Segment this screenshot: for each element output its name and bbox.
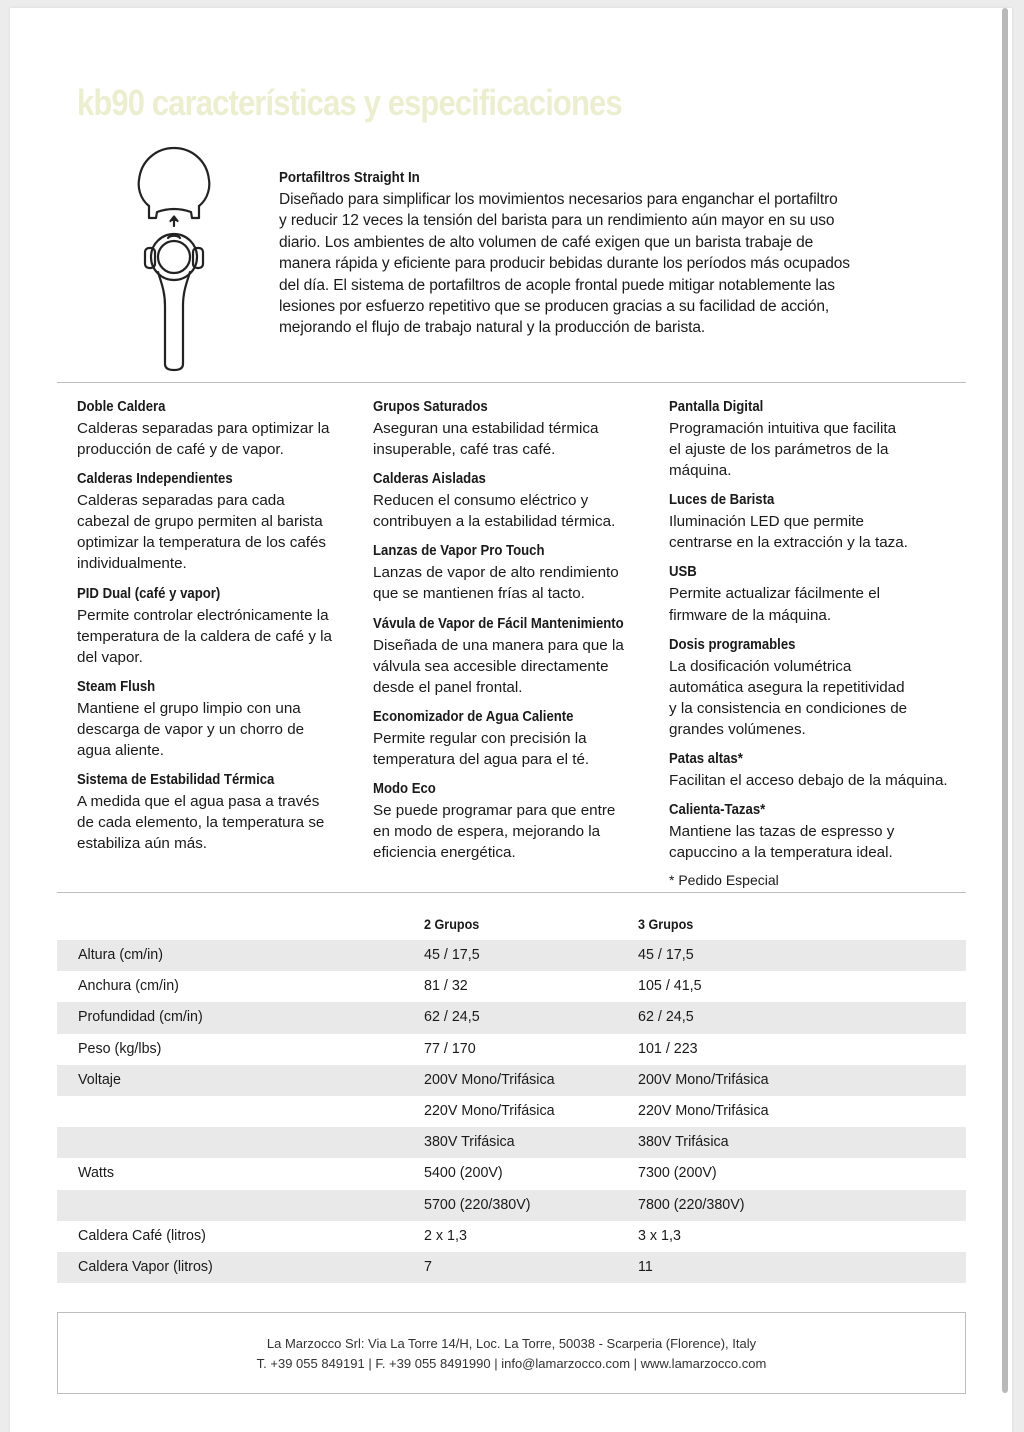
feature-line: de cada elemento, la temperatura se	[77, 814, 325, 832]
feature-line: válvula sea accesible directamente	[373, 657, 609, 675]
row-label: Caldera Vapor (litros)	[78, 1258, 213, 1275]
feature-line: grandes volúmenes.	[669, 720, 806, 738]
feature-description	[669, 821, 954, 863]
feature-description	[669, 418, 954, 481]
row-label: Watts	[78, 1165, 115, 1182]
feature-description	[373, 490, 658, 532]
feature-item	[373, 779, 658, 863]
row-label: Anchura (cm/in)	[78, 978, 179, 995]
feature-line: A medida que el agua pasa a través	[77, 793, 320, 811]
row-label: Altura (cm/in)	[78, 947, 163, 963]
cell-value: 81 / 32	[424, 978, 468, 995]
feature-item	[669, 800, 954, 863]
feature-line: Mantiene las tazas de espresso y	[669, 823, 895, 841]
row-label: Profundidad (cm/in)	[78, 1009, 203, 1026]
feature-line: firmware de la máquina.	[669, 606, 832, 624]
intro-line: manera rápida y eficiente para producir bebidas durante los períodos más ocupados	[279, 255, 850, 273]
feature-description	[77, 490, 362, 574]
cell-value: 11	[638, 1258, 653, 1275]
intro-text	[279, 189, 909, 339]
feature-line: que se mantienen frías al tacto.	[373, 585, 585, 603]
feature-line: Facilitan el acceso debajo de la máquina.	[669, 772, 948, 790]
feature-line: máquina.	[669, 462, 732, 480]
table-row	[57, 1221, 966, 1252]
feature-line: La dosificación volumétrica	[669, 657, 852, 675]
feature-item	[373, 541, 658, 604]
feature-heading: Dosis programables	[669, 636, 796, 653]
feature-heading: Calderas Independientes	[77, 471, 233, 488]
table-row	[57, 1127, 966, 1158]
feature-heading: USB	[669, 564, 697, 581]
feature-description	[669, 511, 954, 553]
feature-item	[669, 490, 954, 553]
table-row	[57, 1065, 966, 1096]
feature-line: desde el panel frontal.	[373, 678, 523, 696]
feature-line: centrarse en la extracción y la taza.	[669, 534, 908, 552]
feature-description	[669, 656, 954, 740]
feature-heading: Calderas Aisladas	[373, 471, 486, 488]
feature-item	[669, 749, 954, 791]
feature-heading: Calienta-Tazas*	[669, 802, 766, 819]
header-3-grupos: 3 Grupos	[638, 916, 694, 932]
special-order-note: * Pedido Especial	[669, 872, 779, 889]
feature-line: descarga de vapor y un chorro de	[77, 720, 305, 738]
feature-description	[373, 562, 658, 604]
table-row	[57, 1034, 966, 1065]
document-page	[10, 8, 1012, 1432]
feature-heading: Sistema de Estabilidad Térmica	[77, 772, 275, 789]
feature-item	[373, 707, 658, 770]
cell-value: 5400 (200V)	[424, 1165, 503, 1182]
feature-heading: PID Dual (café y vapor)	[77, 585, 221, 602]
footer-address: La Marzocco Srl: Via La Torre 14/H, Loc. La Torre, 50038 - Scarperia (Florence), Italy	[266, 1336, 757, 1351]
feature-line: Permite regular con precisión la	[373, 729, 587, 747]
cell-value: 62 / 24,5	[638, 1009, 694, 1026]
feature-line: del vapor.	[77, 648, 143, 666]
header-2-grupos: 2 Grupos	[424, 916, 480, 932]
feature-heading: Economizador de Agua Caliente	[373, 708, 574, 725]
cell-value: 7800 (220/380V)	[638, 1196, 745, 1213]
spec-table-body	[57, 940, 966, 1283]
feature-line: Diseñada de una manera para que la	[373, 636, 624, 654]
feature-heading: Doble Caldera	[77, 399, 166, 415]
intro-line: del día. El sistema de portafiltros de acople frontal puede mitigar notablemente las	[279, 276, 835, 294]
feature-description	[77, 698, 362, 761]
intro-line: diario. Los ambientes de alto volumen de café exigen que un barista trabaje de	[279, 233, 814, 251]
feature-heading: Modo Eco	[373, 781, 436, 798]
scrollbar[interactable]	[1002, 8, 1008, 1393]
feature-line: optimizar la temperatura de los cafés	[77, 534, 327, 552]
cell-value: 5700 (220/380V)	[424, 1196, 531, 1213]
cell-value: 3 x 1,3	[638, 1227, 681, 1244]
feature-line: capuccino a la temperatura ideal.	[669, 844, 893, 862]
table-row	[57, 1252, 966, 1283]
feature-heading: Steam Flush	[77, 678, 156, 695]
feature-item	[373, 397, 658, 460]
feature-line: Iluminación LED que permite	[669, 513, 865, 531]
cell-value: 200V Mono/Trifásica	[638, 1071, 769, 1088]
cell-value: 105 / 41,5	[638, 978, 702, 995]
divider	[57, 892, 966, 893]
row-label: Caldera Café (litros)	[78, 1227, 206, 1244]
feature-line: temperatura de la caldera de café y la	[77, 627, 332, 645]
intro-line: lesiones por esfuerzo repetitivo que se producen gracias a su facilidad de acción,	[279, 298, 830, 316]
feature-column-2	[373, 397, 658, 872]
feature-column-1	[77, 397, 362, 863]
feature-description	[373, 418, 658, 460]
cell-value: 2 x 1,3	[424, 1227, 467, 1244]
feature-line: individualmente.	[77, 555, 187, 573]
feature-line: temperatura del agua para el té.	[373, 750, 590, 768]
feature-item	[669, 562, 954, 625]
row-label: Peso (kg/lbs)	[78, 1040, 162, 1057]
feature-description	[373, 800, 658, 863]
feature-line: producción de café y de vapor.	[77, 441, 284, 459]
divider	[57, 382, 966, 383]
feature-line: eficiencia energética.	[373, 844, 516, 862]
feature-item	[77, 770, 362, 854]
feature-column-3	[669, 397, 954, 890]
feature-heading: Grupos Saturados	[373, 399, 488, 415]
cell-value: 7	[424, 1258, 432, 1275]
feature-item	[77, 397, 362, 460]
table-row	[57, 1096, 966, 1127]
intro-line: y reducir 12 veces la tensión del barista para un rendimiento aún mayor en su uso	[279, 212, 835, 230]
cell-value: 220V Mono/Trifásica	[424, 1102, 555, 1119]
feature-item	[669, 635, 954, 740]
feature-heading: Patas altas*	[669, 751, 743, 768]
feature-description	[669, 583, 954, 625]
feature-item	[77, 584, 362, 668]
cell-value: 200V Mono/Trifásica	[424, 1071, 555, 1088]
feature-line: el ajuste de los parámetros de la	[669, 441, 889, 459]
feature-item	[373, 469, 658, 532]
feature-line: Se puede programar para que entre	[373, 802, 616, 820]
feature-description	[77, 791, 362, 854]
page-title: kb90 características y especificaciones	[77, 82, 622, 123]
intro-line: mejorando el flujo de trabajo natural y la producción de barista.	[279, 319, 706, 337]
spec-table-header	[57, 909, 966, 940]
feature-description	[77, 605, 362, 668]
feature-description	[373, 728, 658, 770]
spec-table	[57, 909, 966, 1283]
feature-line: automática asegura la repetitividad	[669, 678, 905, 696]
feature-description	[669, 770, 954, 791]
feature-line: contribuyen a la estabilidad térmica.	[373, 513, 616, 531]
feature-line: insuperable, café tras café.	[373, 441, 556, 459]
table-row	[57, 1002, 966, 1033]
feature-line: Lanzas de vapor de alto rendimiento	[373, 564, 619, 582]
feature-line: y la consistencia en condiciones de	[669, 699, 908, 717]
feature-item	[77, 677, 362, 761]
feature-line: estabiliza aún más.	[77, 835, 208, 853]
feature-line: Calderas separadas para optimizar la	[77, 420, 330, 437]
intro-heading: Portafiltros Straight In	[279, 170, 420, 186]
feature-item	[669, 397, 954, 481]
feature-heading: Luces de Barista	[669, 492, 775, 509]
feature-line: Permite controlar electrónicamente la	[77, 606, 329, 624]
feature-heading: Lanzas de Vapor Pro Touch	[373, 543, 545, 560]
footer-contact	[57, 1312, 966, 1394]
cell-value: 45 / 17,5	[638, 947, 694, 963]
portafilter-illustration	[137, 146, 211, 374]
feature-line: agua aliente.	[77, 742, 164, 760]
cell-value: 77 / 170	[424, 1040, 476, 1057]
feature-description	[373, 635, 658, 698]
footer-contacts: T. +39 055 849191 | F. +39 055 8491990 | info@lamarzocco.com | www.lamarzocco.com	[256, 1355, 767, 1371]
feature-heading: Pantalla Digital	[669, 399, 764, 415]
cell-value: 380V Trifásica	[424, 1134, 515, 1151]
feature-line: Permite actualizar fácilmente el	[669, 585, 881, 603]
cell-value: 101 / 223	[638, 1040, 698, 1057]
feature-heading: Vávula de Vapor de Fácil Mantenimiento	[373, 615, 624, 632]
feature-line: Aseguran una estabilidad térmica	[373, 420, 599, 437]
feature-line: Mantiene el grupo limpio con una	[77, 699, 301, 717]
feature-line: en modo de espera, mejorando la	[373, 823, 601, 841]
intro-line: Diseñado para simplificar los movimientos necesarios para enganchar el portafiltro	[279, 191, 838, 208]
table-row	[57, 1158, 966, 1189]
cell-value: 7300 (200V)	[638, 1165, 717, 1182]
row-label: Voltaje	[78, 1071, 121, 1088]
feature-line: Calderas separadas para cada	[77, 492, 285, 510]
cell-value: 62 / 24,5	[424, 1009, 480, 1026]
table-row	[57, 940, 966, 971]
feature-item	[373, 614, 658, 698]
feature-line: Reducen el consumo eléctrico y	[373, 492, 589, 510]
cell-value: 45 / 17,5	[424, 947, 480, 963]
table-row	[57, 971, 966, 1002]
feature-item	[77, 469, 362, 574]
feature-line: cabezal de grupo permiten al barista	[77, 513, 323, 531]
cell-value: 380V Trifásica	[638, 1134, 729, 1151]
table-row	[57, 1190, 966, 1221]
feature-line: Programación intuitiva que facilita	[669, 420, 897, 437]
intro-section	[279, 168, 909, 339]
feature-description	[77, 418, 362, 460]
cell-value: 220V Mono/Trifásica	[638, 1102, 769, 1119]
